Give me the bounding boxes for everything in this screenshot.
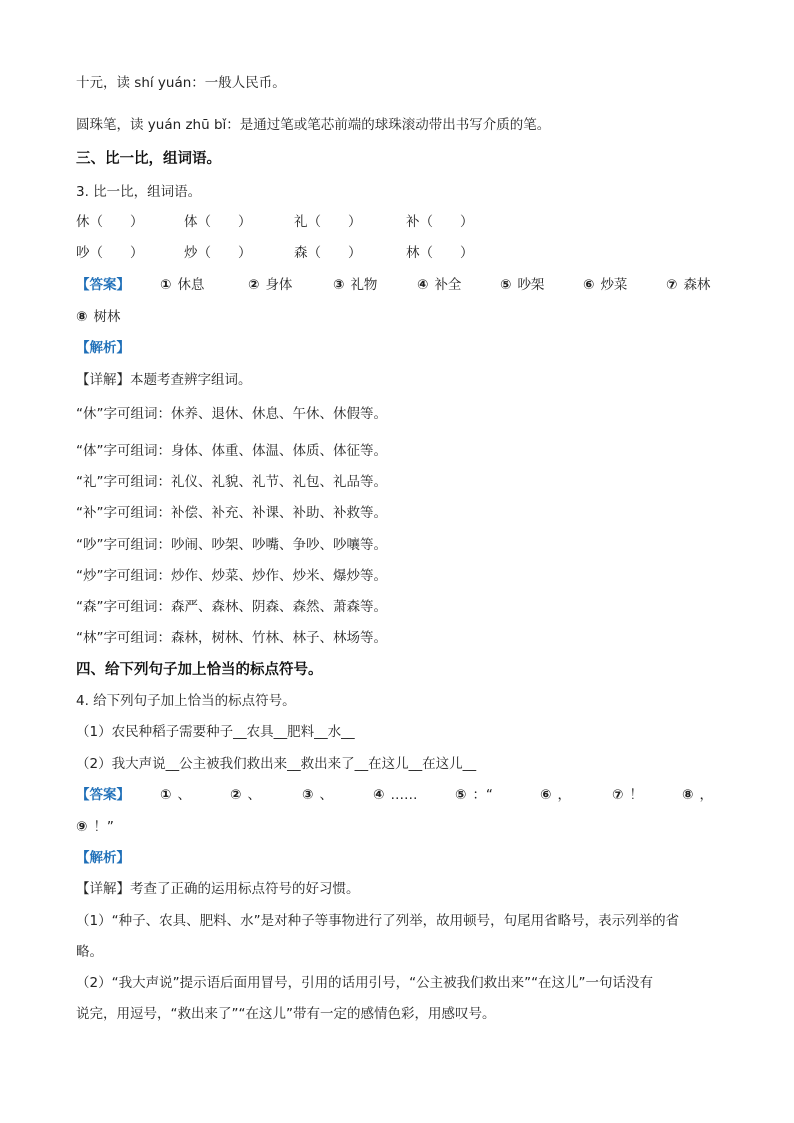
answer-item: ⑦ ！ xyxy=(612,787,643,803)
word-blank: 林（ ） xyxy=(406,245,474,261)
answer-item: ④ …… xyxy=(373,787,418,803)
detail-line: 【详解】考查了正确的运用标点符号的好习惯。 xyxy=(76,881,360,897)
section-heading: 三、比一比，组词语。 xyxy=(76,151,221,167)
explanation-line: “炒”字可组词：炒作、炒菜、炒作、炒米、爆炒等。 xyxy=(76,568,387,584)
answer-label: 【答案】 xyxy=(76,787,130,803)
answer-item: ② 身体 xyxy=(248,277,293,293)
detail-line: 【详解】本题考查辨字组词。 xyxy=(76,372,252,388)
note-line: 圆珠笔，读 yuán zhū bǐ：是通过笔或笔芯前端的球珠滚动带出书写介质的笔。 xyxy=(76,117,551,133)
explanation-line: “林”字可组词：森林，树林、竹林、林子、林场等。 xyxy=(76,630,387,646)
answer-item: ⑦ 森林 xyxy=(666,277,711,293)
answer-item: ⑧ ， xyxy=(682,787,713,803)
word-blank: 炒（ ） xyxy=(184,245,252,261)
question-title: 4. 给下列句子加上恰当的标点符号。 xyxy=(76,693,296,709)
word-blank: 休（ ） xyxy=(76,214,144,230)
explanation-line: “休”字可组词：休养、退休、休息、午休、休假等。 xyxy=(76,406,387,422)
answer-item: ⑥ ， xyxy=(540,787,571,803)
explanation-line: （2）“我大声说”提示语后面用冒号，引用的话用引号，“公主被我们救出来”“在这儿”一句话没有 xyxy=(76,975,654,991)
answer-item: ⑧ 树林 xyxy=(76,309,121,325)
explanation-line: “礼”字可组词：礼仪、礼貌、礼节、礼包、礼品等。 xyxy=(76,474,387,490)
answer-item: ⑨ ！” xyxy=(76,819,114,835)
word-blank: 森（ ） xyxy=(294,245,362,261)
answer-item: ② 、 xyxy=(230,787,261,803)
word-blank: 礼（ ） xyxy=(294,214,362,230)
explanation-line: “补”字可组词：补偿、补充、补课、补助、补救等。 xyxy=(76,505,387,521)
analysis-label: 【解析】 xyxy=(76,340,130,356)
answer-item: ⑥ 炒菜 xyxy=(583,277,628,293)
answer-item: ⑤ 吵架 xyxy=(500,277,545,293)
answer-item: ⑤ ：“ xyxy=(455,787,493,803)
answer-item: ① 休息 xyxy=(160,277,205,293)
section-heading: 四、给下列句子加上恰当的标点符号。 xyxy=(76,662,323,678)
note-line: 十元，读 shí yuán：一般人民币。 xyxy=(76,75,286,91)
explanation-line: “吵”字可组词：吵闹、吵架、吵嘴、争吵、吵嚷等。 xyxy=(76,537,387,553)
question-title: 3. 比一比，组词语。 xyxy=(76,184,202,200)
explanation-line: 略。 xyxy=(76,944,103,960)
word-blank: 吵（ ） xyxy=(76,245,144,261)
answer-item: ③ 礼物 xyxy=(333,277,378,293)
sentence-line: （2）我大声说__公主被我们救出来__救出来了__在这儿__在这儿__ xyxy=(76,756,477,772)
answer-item: ④ 补全 xyxy=(417,277,462,293)
answer-item: ③ 、 xyxy=(302,787,333,803)
answer-item: ① 、 xyxy=(160,787,191,803)
word-blank: 补（ ） xyxy=(406,214,474,230)
explanation-line: （1）“种子、农具、肥料、水”是对种子等事物进行了列举，故用顿号，句尾用省略号，表示列举的省 xyxy=(76,913,680,929)
explanation-line: 说完，用逗号，“救出来了”“在这儿”带有一定的感情色彩，用感叹号。 xyxy=(76,1006,496,1022)
explanation-line: “体”字可组词：身体、体重、体温、体质、体征等。 xyxy=(76,443,387,459)
word-blank: 体（ ） xyxy=(184,214,252,230)
sentence-line: （1）农民种稻子需要种子__农具__肥料__水__ xyxy=(76,724,355,740)
answer-label: 【答案】 xyxy=(76,277,130,293)
analysis-label: 【解析】 xyxy=(76,850,130,866)
explanation-line: “森”字可组词：森严、森林、阴森、森然、萧森等。 xyxy=(76,599,387,615)
